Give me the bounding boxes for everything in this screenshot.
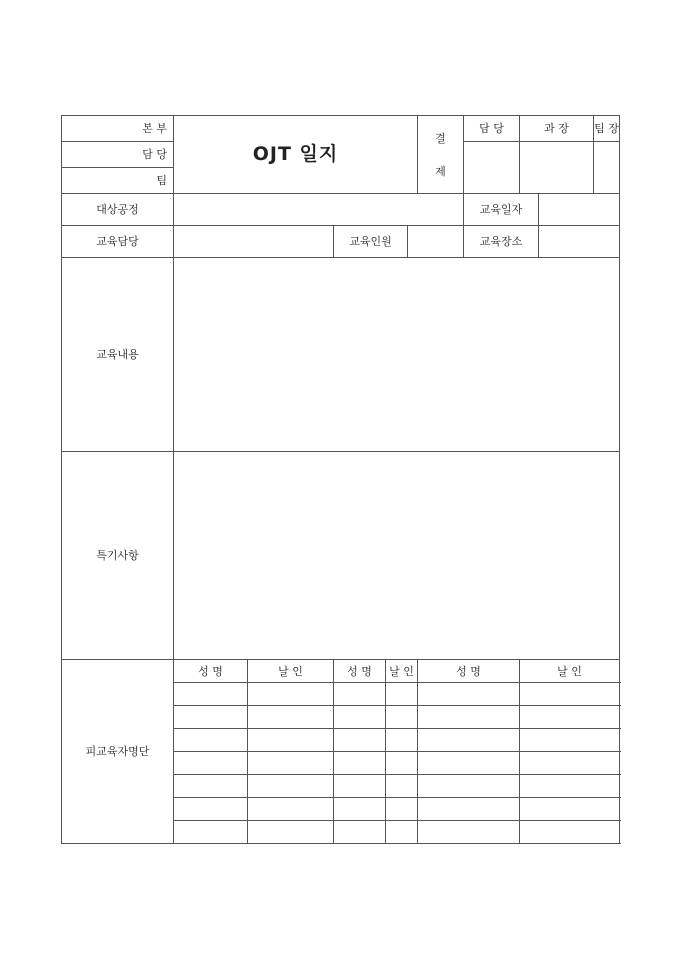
roster-cell-name[interactable] <box>418 775 520 798</box>
approval-sign-section-chief[interactable] <box>520 142 594 194</box>
header-label-division: 본 부 <box>62 116 174 142</box>
label-training-content: 교육내용 <box>62 258 174 452</box>
label-trainer: 교육담당 <box>62 226 174 258</box>
roster-cell-seal[interactable] <box>248 798 334 821</box>
approval-header-section-chief: 과 장 <box>520 116 594 142</box>
roster-cell-seal[interactable] <box>386 683 418 706</box>
roster-header-name: 성 명 <box>174 660 248 683</box>
label-remarks: 특기사항 <box>62 452 174 660</box>
label-trainee-count: 교육인원 <box>334 226 408 258</box>
roster-cell-seal[interactable] <box>248 752 334 775</box>
roster-cell-name[interactable] <box>334 775 386 798</box>
label-training-place: 교육장소 <box>464 226 539 258</box>
roster-cell-seal[interactable] <box>386 821 418 844</box>
roster-cell-seal[interactable] <box>248 683 334 706</box>
header-label-manager: 담 당 <box>62 142 174 168</box>
label-trainee-roster: 피교육자명단 <box>62 660 174 844</box>
roster-cell-name[interactable] <box>174 821 248 844</box>
roster-cell-seal[interactable] <box>386 775 418 798</box>
roster-header-name: 성 명 <box>418 660 520 683</box>
header-label-team: 팀 <box>62 168 174 194</box>
roster-cell-name[interactable] <box>174 683 248 706</box>
approval-label-bottom: 제 <box>435 164 446 178</box>
approval-header-team-leader: 팀 장 <box>594 116 620 142</box>
field-trainee-count[interactable] <box>408 226 464 258</box>
roster-header-seal: 날 인 <box>520 660 620 683</box>
roster-header-seal: 날 인 <box>386 660 418 683</box>
roster-cell-seal[interactable] <box>386 752 418 775</box>
field-trainer[interactable] <box>174 226 334 258</box>
roster-cell-seal[interactable] <box>386 706 418 729</box>
roster-cell-name[interactable] <box>174 706 248 729</box>
field-training-place[interactable] <box>539 226 620 258</box>
roster-header-name: 성 명 <box>334 660 386 683</box>
ojt-log-form <box>61 115 620 844</box>
roster-cell-name[interactable] <box>418 706 520 729</box>
roster-cell-name[interactable] <box>418 752 520 775</box>
approval-sign-team-leader[interactable] <box>594 142 620 194</box>
roster-header-seal: 날 인 <box>248 660 334 683</box>
roster-cell-name[interactable] <box>334 729 386 752</box>
page-title: OJT 일지 <box>174 116 418 194</box>
roster-cell-seal[interactable] <box>520 821 620 844</box>
approval-label <box>418 116 464 194</box>
field-training-date[interactable] <box>539 194 620 226</box>
roster-cell-name[interactable] <box>174 798 248 821</box>
roster-cell-name[interactable] <box>174 775 248 798</box>
field-remarks[interactable] <box>174 452 620 660</box>
roster-cell-seal[interactable] <box>520 683 620 706</box>
approval-sign-staff[interactable] <box>464 142 520 194</box>
roster-cell-name[interactable] <box>174 729 248 752</box>
roster-cell-seal[interactable] <box>520 729 620 752</box>
roster-cell-seal[interactable] <box>248 821 334 844</box>
approval-header-staff: 담 당 <box>464 116 520 142</box>
field-target-process[interactable] <box>174 194 464 226</box>
roster-cell-name[interactable] <box>334 798 386 821</box>
roster-cell-name[interactable] <box>334 706 386 729</box>
roster-cell-seal[interactable] <box>248 729 334 752</box>
roster-cell-seal[interactable] <box>386 798 418 821</box>
roster-cell-seal[interactable] <box>520 798 620 821</box>
label-training-date: 교육일자 <box>464 194 539 226</box>
roster-cell-seal[interactable] <box>248 775 334 798</box>
roster-cell-name[interactable] <box>418 798 520 821</box>
roster-cell-name[interactable] <box>418 821 520 844</box>
roster-cell-seal[interactable] <box>520 752 620 775</box>
field-training-content[interactable] <box>174 258 620 452</box>
roster-cell-name[interactable] <box>334 683 386 706</box>
label-target-process: 대상공정 <box>62 194 174 226</box>
roster-cell-name[interactable] <box>418 729 520 752</box>
roster-cell-seal[interactable] <box>520 775 620 798</box>
roster-cell-name[interactable] <box>334 821 386 844</box>
roster-cell-seal[interactable] <box>248 706 334 729</box>
roster-cell-name[interactable] <box>334 752 386 775</box>
roster-cell-name[interactable] <box>174 752 248 775</box>
roster-cell-name[interactable] <box>418 683 520 706</box>
roster-cell-seal[interactable] <box>520 706 620 729</box>
roster-cell-seal[interactable] <box>386 729 418 752</box>
approval-label-top: 결 <box>435 131 446 145</box>
